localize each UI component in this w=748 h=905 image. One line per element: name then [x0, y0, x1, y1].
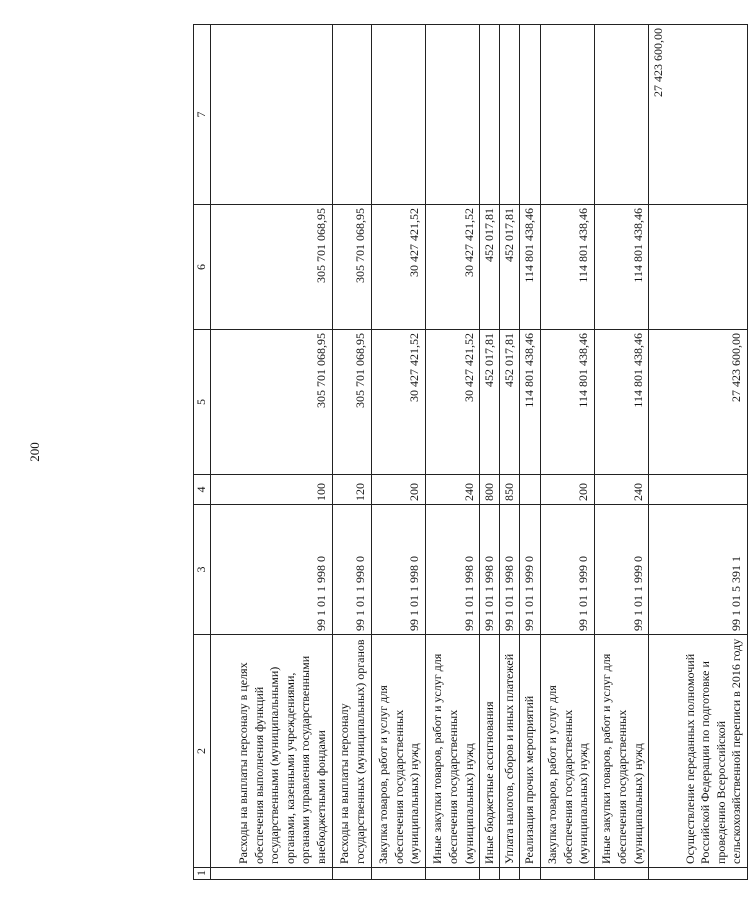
cell-code: 99 1 01 1 999 0	[519, 505, 539, 635]
cell-col5: 305 701 068,95	[210, 330, 332, 475]
cell-col5: 27 423 600,00	[648, 330, 747, 475]
header-col-1: 1	[193, 868, 210, 880]
cell-vr: 240	[594, 475, 648, 505]
cell-col-1	[479, 868, 499, 880]
cell-col7	[499, 25, 519, 205]
cell-col6: 114 801 438,46	[594, 205, 648, 330]
table-row	[371, 25, 425, 880]
cell-name: Иные закупки товаров, работ и услуг для обеспечения государственных (муниципальных) нужд	[594, 635, 648, 868]
cell-col-1	[499, 868, 519, 880]
cell-name: Иные бюджетные ассигнования	[479, 635, 499, 868]
cell-vr	[648, 475, 747, 505]
cell-col-1	[425, 868, 479, 880]
cell-name: Расходы на выплаты персоналу в целях обеспечения выполнения функций государственными (муниципальными) органами, казенными учреждениями, органами управления государственными внебюджетными фондами	[210, 635, 332, 868]
cell-col-1	[594, 868, 648, 880]
cell-col7	[332, 25, 371, 205]
cell-name: Закупка товаров, работ и услуг для обеспечения государственных (муниципальных) нужд	[371, 635, 425, 868]
cell-code: 99 1 01 5 391 1	[648, 505, 747, 635]
budget-table-rotated	[193, 25, 748, 880]
cell-col7: 27 423 600,00	[648, 25, 747, 205]
cell-col5: 114 801 438,46	[519, 330, 539, 475]
cell-vr: 200	[371, 475, 425, 505]
budget-table	[193, 24, 748, 880]
cell-col7	[371, 25, 425, 205]
cell-col6: 30 427 421,52	[425, 205, 479, 330]
table-row	[332, 25, 371, 880]
cell-col6: 114 801 438,46	[519, 205, 539, 330]
cell-col7	[425, 25, 479, 205]
header-col-5: 5	[193, 330, 210, 475]
cell-col6: 30 427 421,52	[371, 205, 425, 330]
table-row	[648, 25, 747, 880]
cell-col5: 30 427 421,52	[425, 330, 479, 475]
table-row	[479, 25, 499, 880]
cell-vr: 200	[540, 475, 594, 505]
cell-col5: 452 017,81	[499, 330, 519, 475]
table-row	[210, 25, 332, 880]
cell-vr: 850	[499, 475, 519, 505]
table-row	[425, 25, 479, 880]
cell-code: 99 1 01 1 998 0	[499, 505, 519, 635]
header-col-3: 3	[193, 505, 210, 635]
cell-vr: 120	[332, 475, 371, 505]
header-col-6: 6	[193, 205, 210, 330]
cell-col7	[594, 25, 648, 205]
cell-code: 99 1 01 1 998 0	[210, 505, 332, 635]
table-row	[519, 25, 539, 880]
cell-name: Расходы на выплаты персоналу государственных (муниципальных) органов	[332, 635, 371, 868]
header-col-7: 7	[193, 25, 210, 205]
cell-col-1	[371, 868, 425, 880]
table-row	[499, 25, 519, 880]
cell-vr: 800	[479, 475, 499, 505]
cell-col6: 452 017,81	[499, 205, 519, 330]
cell-code: 99 1 01 1 998 0	[332, 505, 371, 635]
cell-col-1	[210, 868, 332, 880]
header-row	[193, 25, 210, 880]
table-row	[594, 25, 648, 880]
cell-col-1	[540, 868, 594, 880]
cell-col5: 114 801 438,46	[594, 330, 648, 475]
cell-name: Реализация прочих мероприятий	[519, 635, 539, 868]
table-row	[540, 25, 594, 880]
cell-col-1	[519, 868, 539, 880]
cell-name: Закупка товаров, работ и услуг для обеспечения государственных (муниципальных) нужд	[540, 635, 594, 868]
cell-col6	[648, 205, 747, 330]
cell-code: 99 1 01 1 998 0	[371, 505, 425, 635]
cell-col7	[540, 25, 594, 205]
cell-name: Уплата налогов, сборов и иных платежей	[499, 635, 519, 868]
cell-col7	[519, 25, 539, 205]
cell-name: Осуществление переданных полномочий Российской Федерации по подготовке и проведению Всероссийской сельскохозяйственной переписи в 2016 году	[648, 635, 747, 868]
cell-vr: 240	[425, 475, 479, 505]
cell-code: 99 1 01 1 999 0	[594, 505, 648, 635]
cell-col6: 452 017,81	[479, 205, 499, 330]
cell-vr	[519, 475, 539, 505]
cell-vr: 100	[210, 475, 332, 505]
cell-col6: 305 701 068,95	[210, 205, 332, 330]
cell-col6: 305 701 068,95	[332, 205, 371, 330]
cell-code: 99 1 01 1 998 0	[479, 505, 499, 635]
cell-col-1	[332, 868, 371, 880]
header-col-4: 4	[193, 475, 210, 505]
page-number: 200	[27, 442, 42, 462]
cell-col5: 305 701 068,95	[332, 330, 371, 475]
cell-col-1	[648, 868, 747, 880]
cell-col5: 114 801 438,46	[540, 330, 594, 475]
cell-code: 99 1 01 1 998 0	[425, 505, 479, 635]
cell-col7	[479, 25, 499, 205]
cell-name: Иные закупки товаров, работ и услуг для обеспечения государственных (муниципальных) нужд	[425, 635, 479, 868]
cell-col5: 30 427 421,52	[371, 330, 425, 475]
cell-col5: 452 017,81	[479, 330, 499, 475]
header-col-2: 2	[193, 635, 210, 868]
cell-code: 99 1 01 1 999 0	[540, 505, 594, 635]
cell-col7	[210, 25, 332, 205]
cell-col6: 114 801 438,46	[540, 205, 594, 330]
